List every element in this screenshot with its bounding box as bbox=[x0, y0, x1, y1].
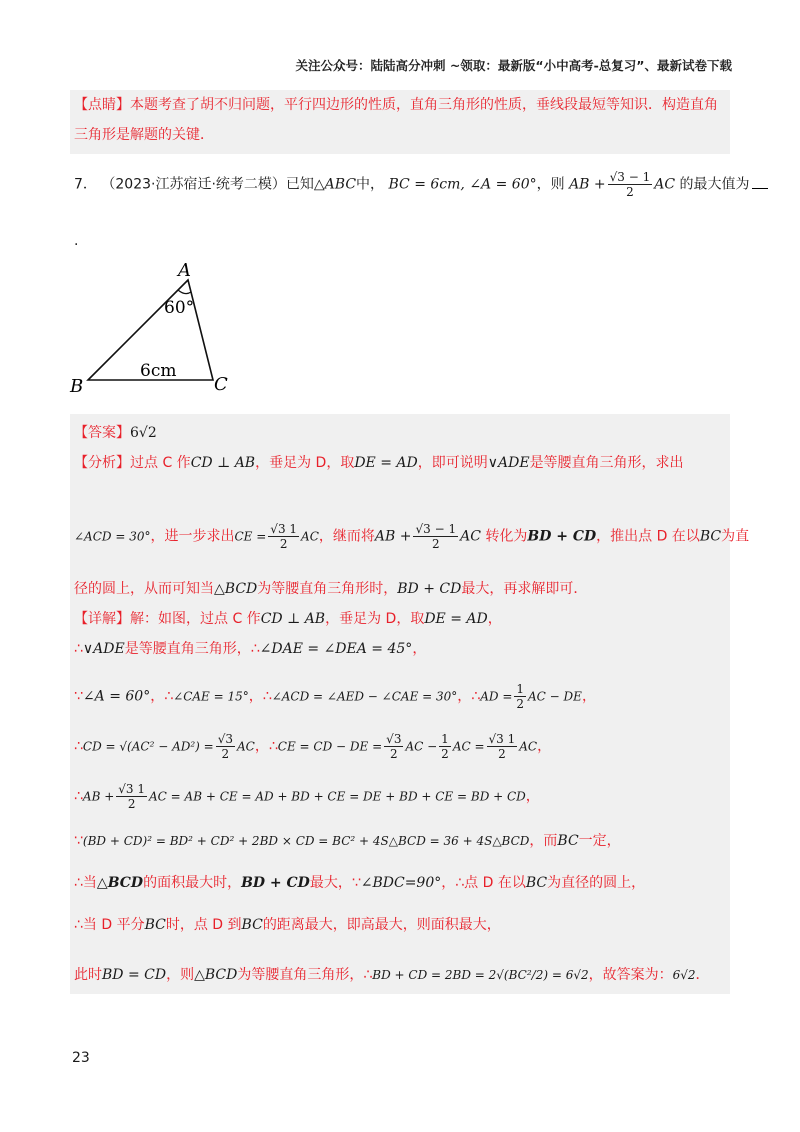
page-number: 23 bbox=[72, 1050, 90, 1066]
analysis-line-2: ∠ACD = 30°，进一步求出CE = $\frac{√3 1}{2}$ AC，继而将AB + $\frac{√3 - 1}{2}$ AC 转化为BD + CD，推出点 D 在以BC为直 bbox=[74, 522, 750, 551]
answer-blank bbox=[752, 188, 768, 189]
detail-line-3: ∵∠A = 60°，∴∠CAE = 15°，∴∠ACD = ∠AED − ∠CAE = 30°，∴AD = $\frac{1}{2}$ AC − DE， bbox=[74, 682, 596, 711]
question-mid: 中， bbox=[356, 176, 385, 193]
angle-arc bbox=[178, 290, 191, 294]
vertex-c-label: C bbox=[214, 374, 228, 395]
triangle-figure bbox=[66, 256, 246, 396]
detail-line-9: 此时BD = CD，则△BCD为等腰直角三角形，∴BD + CD = 2BD = 2√(BC²/2) = 6√2，故答案为：6√2． bbox=[74, 967, 710, 983]
analysis-tag: 【分析】 bbox=[74, 455, 130, 471]
detail-tag: 【详解】 bbox=[74, 611, 130, 627]
side-label: 6cm bbox=[140, 361, 177, 381]
analysis-line-1: 【分析】过点 C 作CD ⊥ AB，垂足为 D，取DE = AD，即可说明∨ADE是等腰直角三角形，求出 bbox=[74, 455, 684, 471]
answer-value: 6√2 bbox=[130, 425, 157, 441]
question-triangle: △ABC bbox=[313, 176, 357, 193]
review-text-2: 三角形是解题的关键． bbox=[74, 127, 214, 143]
question-then: ，则 bbox=[536, 176, 565, 193]
detail-line-6: ∵(BD + CD)² = BD² + CD² + 2BD × CD = BC² + 4S△BCD = 36 + 4S△BCD，而BC一定， bbox=[74, 833, 621, 849]
question-tail: 的最大值为 bbox=[679, 176, 750, 193]
question-expr-b: AC bbox=[654, 176, 676, 193]
question-7 bbox=[74, 170, 750, 199]
question-number: 7． bbox=[74, 176, 97, 193]
answer-tag: 【答案】 bbox=[74, 425, 130, 441]
angle-label: 60° bbox=[164, 298, 195, 318]
review-text-1: 本题考查了胡不归问题，平行四边形的性质，直角三角形的性质，垂线段最短等知识．构造直角 bbox=[130, 97, 718, 113]
solution-box bbox=[70, 414, 750, 994]
detail-line-1: 【详解】解：如图，过点 C 作CD ⊥ AB，垂足为 D，取DE = AD， bbox=[74, 611, 502, 627]
detail-line-2: ∴∨ADE是等腰直角三角形，∴∠DAE = ∠DEA = 45°， bbox=[74, 641, 427, 657]
detail-line-8: ∴当 D 平分BC时，点 D 到BC的距离最大，即高最大，则面积最大， bbox=[74, 917, 501, 933]
question-fraction: $\frac{√3 - 1}{2}$ bbox=[609, 170, 651, 199]
question-source: （2023·江苏宿迁·统考二模）已知 bbox=[101, 176, 314, 193]
question-expr-a: AB + bbox=[569, 176, 606, 193]
question-condition: BC = 6cm, ∠A = 60° bbox=[388, 176, 537, 193]
detail-line-7: ∴当△BCD的面积最大时，BD + CD最大，∵∠BDC=90°，∴点 D 在以BC为直径的圆上， bbox=[74, 875, 646, 891]
review-box bbox=[70, 90, 730, 154]
vertex-a-label: A bbox=[178, 260, 191, 281]
page-header: 关注公众号：陆陆高分冲刺 ~领取：最新版“小中高考-总复习”、最新试卷下载 bbox=[295, 58, 732, 73]
question-dot: . bbox=[74, 233, 79, 249]
analysis-line-3: 径的圆上，从而可知当△BCD为等腰直角三角形时，BD + CD最大，再求解即可． bbox=[74, 581, 588, 597]
detail-line-5: ∴AB + $\frac{√3 1}{2}$ AC = AB + CE = AD + BD + CE = DE + BD + CE = BD + CD， bbox=[74, 782, 540, 811]
review-tag: 【点睛】 bbox=[74, 97, 130, 113]
vertex-b-label: B bbox=[70, 376, 84, 396]
detail-line-4: ∴CD = √(AC² − AD²) = $\frac{√3}{2}$ AC，∴CE = CD − DE = $\frac{√3}{2}$ AC − $\frac{1}{2}$ AC = $\frac{√3 1}{2}$ AC， bbox=[74, 732, 552, 761]
